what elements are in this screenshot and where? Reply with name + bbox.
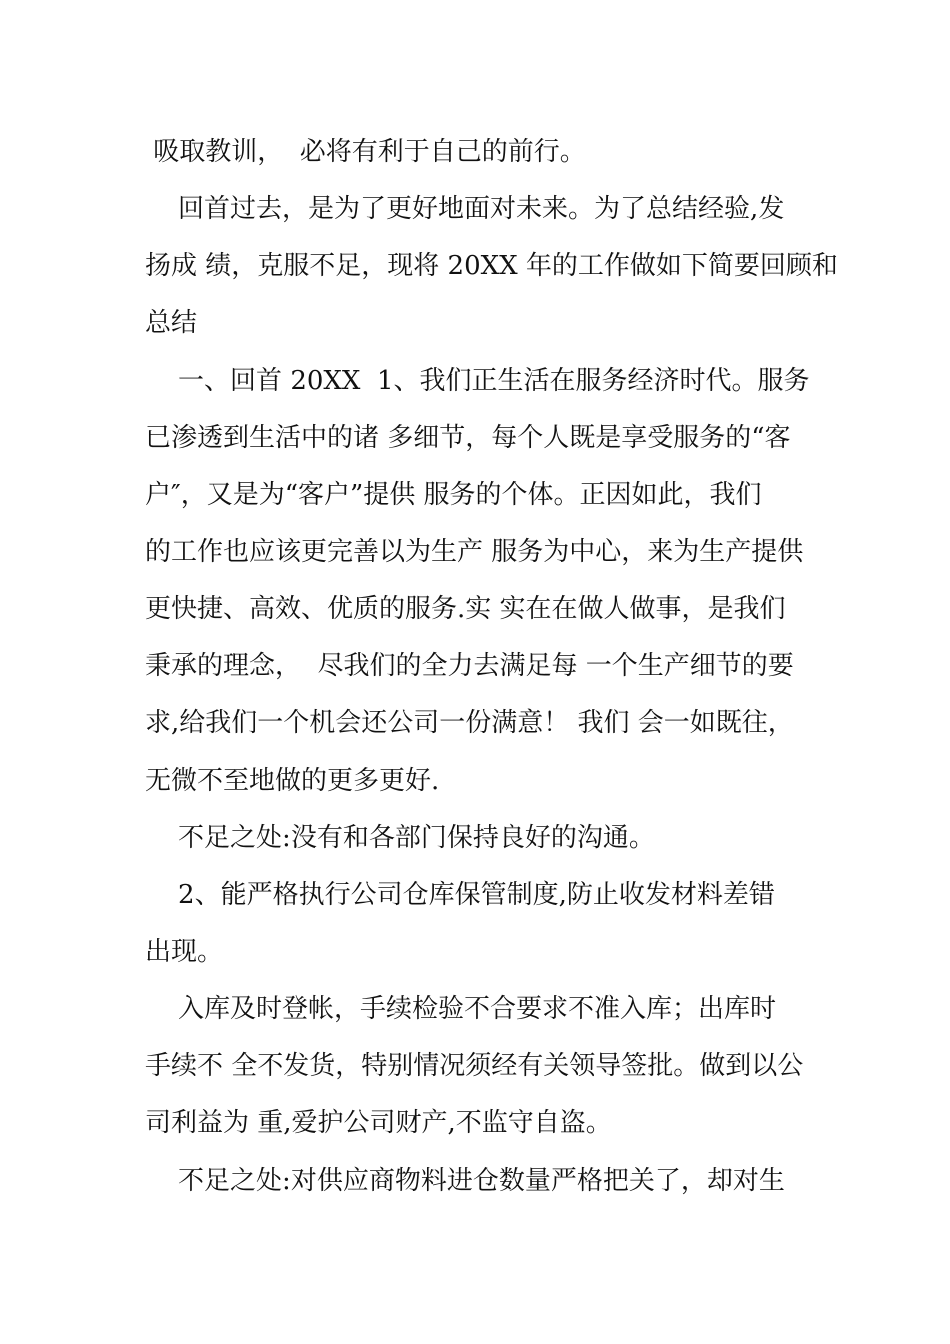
text-line: 无微不至地做的更多更好. <box>145 766 440 796</box>
text-line: 手续不 全不发货，特别情况须经有关领导签批。做到以公 <box>145 1051 804 1081</box>
text-line: 不足之处:对供应商物料进仓数量严格把关了，却对生 <box>145 1166 785 1196</box>
text-line: 入库及时登帐，手续检验不合要求不准入库；出库时 <box>145 994 777 1024</box>
text-line: 司利益为 重,爱护公司财产,不监守自盗。 <box>145 1108 612 1138</box>
text-line: 扬成 绩，克服不足，现将 20XX 年的工作做如下简要回顾和 <box>145 251 838 281</box>
text-line: 已渗透到生活中的诸 多细节，每个人既是享受服务的“客 <box>145 423 791 453</box>
text-line: 的工作也应该更完善以为生产 服务为中心，来为生产提供 <box>145 537 804 567</box>
text-line: 更快捷、高效、优质的服务.实 实在在做人做事，是我们 <box>145 594 786 624</box>
text-line: 出现。 <box>145 937 224 967</box>
text-line: 户″，又是为“客户”提供 服务的个体。正因如此，我们 <box>145 480 762 510</box>
text-line: 求,给我们一个机会还公司一份满意！ 我们 会一如既往， <box>145 708 794 738</box>
text-line: 2、能严格执行公司仓库保管制度,防止收发材料差错 <box>145 880 775 910</box>
text-line: 不足之处:没有和各部门保持良好的沟通。 <box>145 823 655 853</box>
text-line: 吸取教训， 必将有利于自己的前行。 <box>145 137 586 167</box>
text-line: 回首过去，是为了更好地面对未来。为了总结经验,发 <box>145 194 785 224</box>
text-line: 秉承的理念， 尽我们的全力去满足每 一个生产细节的要 <box>145 651 794 681</box>
text-line: 一、回首 20XX 1、我们正生活在服务经济时代。服务 <box>145 366 810 396</box>
text-line: 总结 <box>145 308 198 338</box>
